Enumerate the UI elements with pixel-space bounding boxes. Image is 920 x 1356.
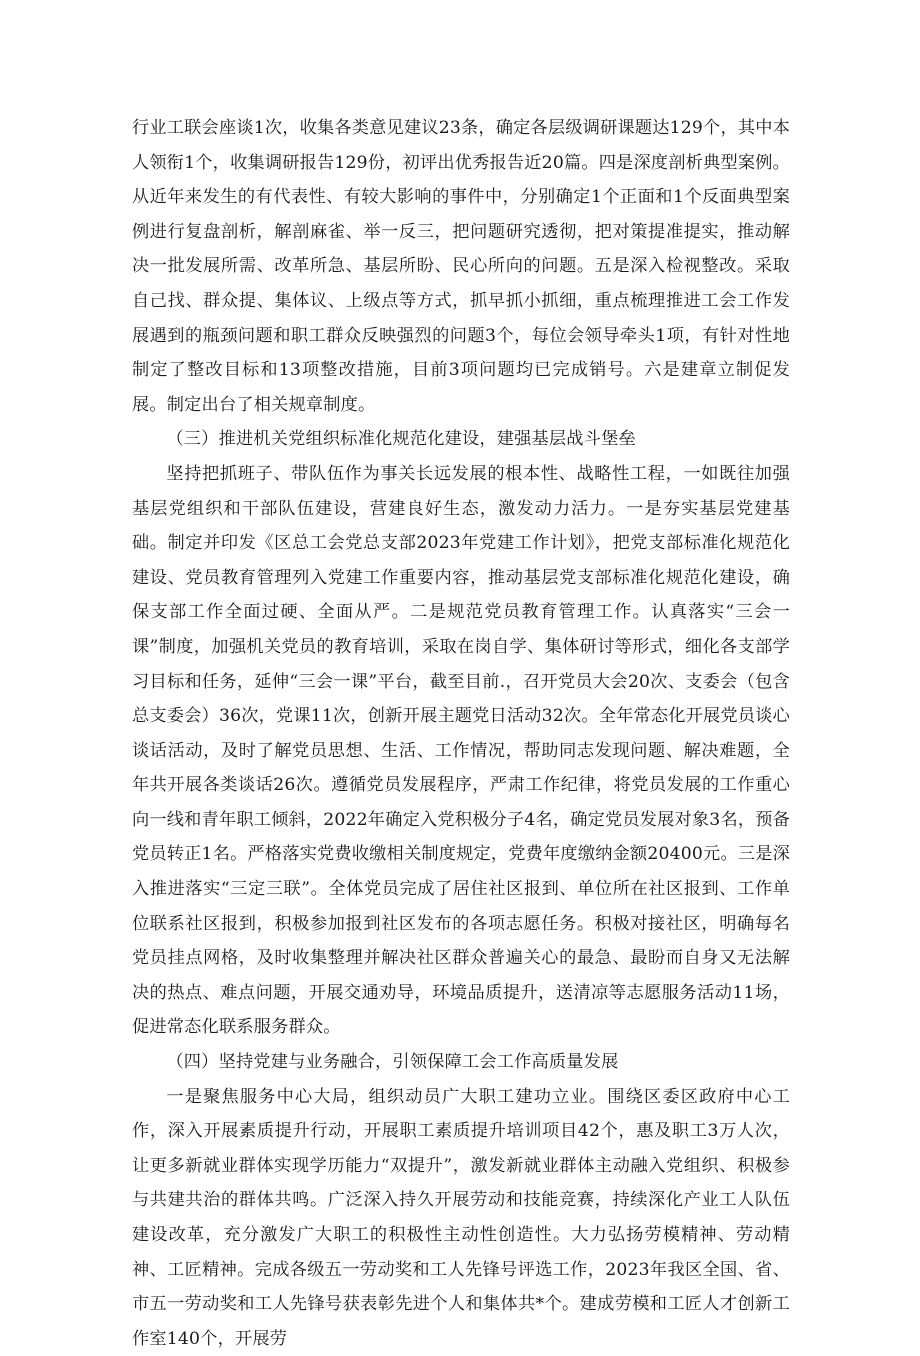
paragraph-research-and-rectification: 行业工联会座谈1次，收集各类意见建议23条，确定各层级调研课题达129个，其中本人领衔1个，收集调研报告129份，初评出优秀报告近20篇。四是深度剖析典型案例。从近年来发生的有代表性、有较大影响的事件中，分别确定1个正面和1个反面典型案例进行复盘剖析，解剖麻雀、举一反三，把问题研究透彻，把对策提准提实，推动解决一批发展所需、改革所急、基层所盼、民心所向的问题。五是深入检视整改。采取自己找、群众提、集体议、上级点等方式，抓早抓小抓细，重点梳理推进工会工作发展遇到的瓶颈问题和职工群众反映强烈的问题3个，每位会领导牵头1项，有针对性地制定了整改目标和13项整改措施，目前3项问题均已完成销号。六是建章立制促发展。制定出台了相关规章制度。 — [132, 118, 790, 415]
section-heading-3: （三）推进机关党组织标准化规范化建设，建强基层战斗堡垒 — [166, 429, 636, 450]
paragraph-party-organization-building: 坚持把抓班子、带队伍作为事关长远发展的根本性、战略性工程，一如既往加强基层党组织和干部队伍建设，营建良好生态，激发动力活力。一是夯实基层党建基础。制定并印发《区总工会党总支部2023年党建工作计划》，把党支部标准化规范化建设、党员教育管理列入党建工作重要内容，推动基层党支部标准化规范化建设，确保支部工作全面过硬、全面从严。二是规范党员教育管理工作。认真落实“三会一课”制度，加强机关党员的教育培训，采取在岗自学、集体研讨等形式，细化各支部学习目标和任务，延伸“三会一课”平台，截至目前.，召开党员大会20次、支委会（包含总支委会）36次，党课11次，创新开展主题党日活动32次。全年常态化开展党员谈心谈话活动，及时了解党员思想、生活、工作情况，帮助同志发现问题、解决难题，全年共开展各类谈话26次。遵循党员发展程序，严肃工作纪律，将党员发展的工作重心向一线和青年职工倾斜，2022年确定入党积极分子4名，确定党员发展对象3名，预备党员转正1名。严格落实党费收缴相关制度规定，党费年度缴纳金额20400元。三是深入推进落实“三定三联”。全体党员完成了居住社区报到、单位所在社区报到、工作单位联系社区报到，积极参加报到社区发布的各项志愿任务。积极对接社区，明确每名党员挂点网格，及时收集整理并解决社区群众普遍关心的最急、最盼而自身又无法解决的热点、难点问题，开展交通劝导，环境品质提升，送清凉等志愿服务活动11场，促进常态化联系服务群众。 — [132, 463, 790, 1038]
section-heading-4: （四）坚持党建与业务融合，引领保障工会工作高质量发展 — [166, 1052, 619, 1073]
paragraph-party-business-integration: 一是聚焦服务中心大局，组织动员广大职工建功立业。围绕区委区政府中心工作，深入开展素质提升行动，开展职工素质提升培训项目42个，惠及职工3万人次，让更多新就业群体实现学历能力“双提升”，激发新就业群体主动融入党组织、积极参与共建共治的群体共鸣。广泛深入持久开展劳动和技能竞赛，持续深化产业工人队伍建设改革，充分激发广大职工的积极性主动性创造性。大力弘扬劳模精神、劳动精神、工匠精神。完成各级五一劳动奖和工人先锋号评选工作，2023年我区全国、省、市五一劳动奖和工人先锋号获表彰先进个人和集体共*个。建成劳模和工匠人才创新工作室140个，开展劳 — [132, 1086, 790, 1349]
